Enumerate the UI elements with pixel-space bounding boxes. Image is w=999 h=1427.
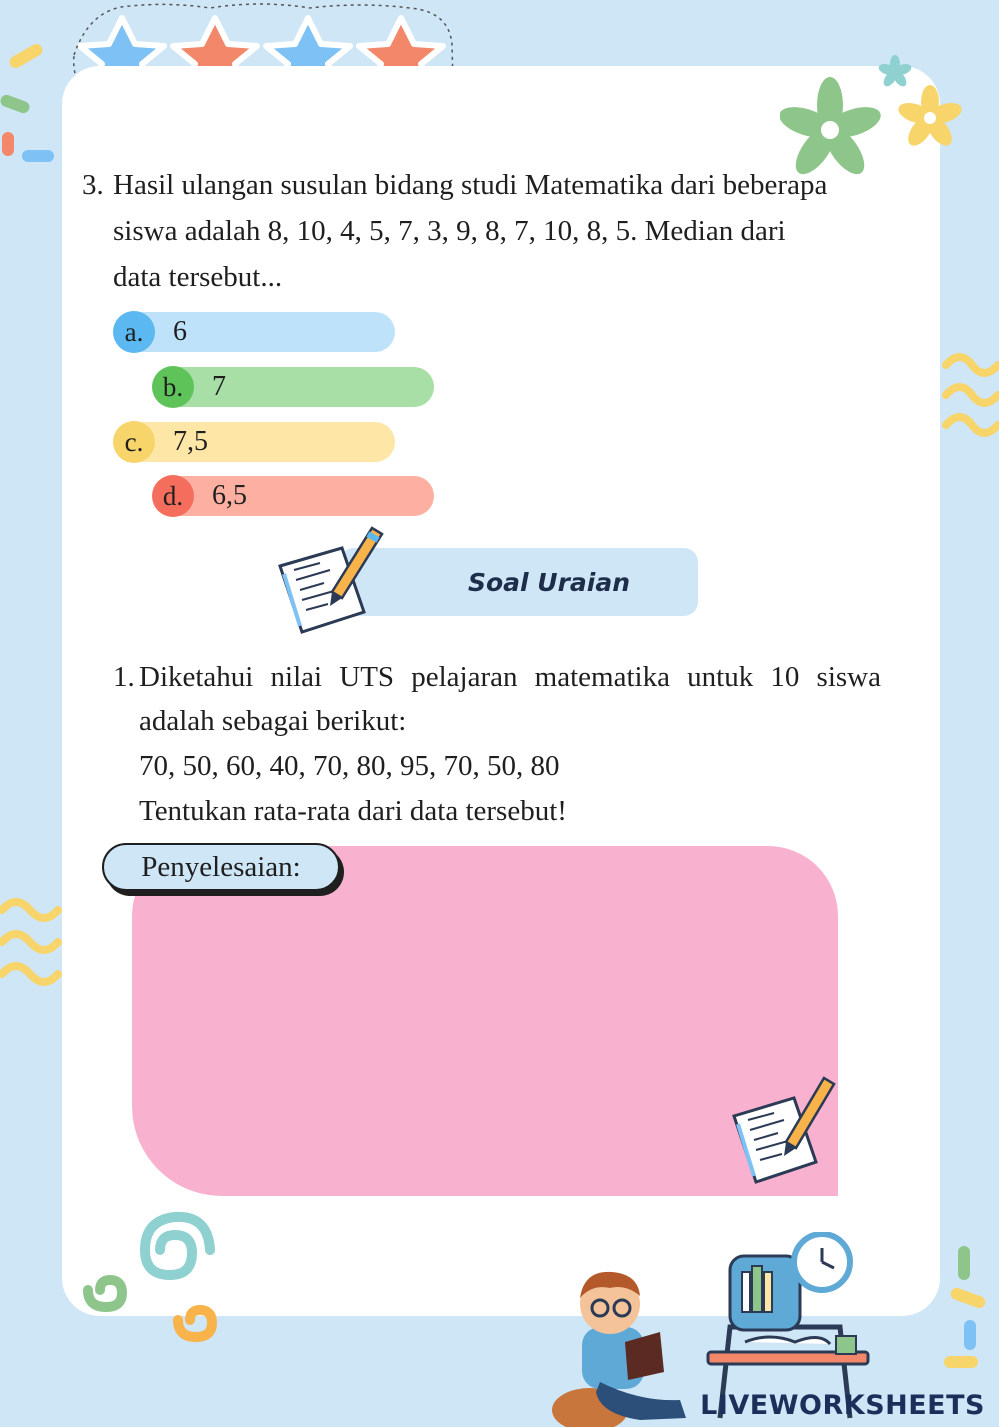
question-3-line-1: Hasil ulangan susulan bidang studi Matematika dari beberapa	[113, 169, 828, 201]
option-d[interactable]	[154, 476, 434, 516]
liveworksheets-watermark	[700, 1390, 985, 1421]
section-banner	[340, 548, 698, 616]
question-3-number: 3.	[82, 169, 104, 201]
confetti-left-top	[0, 40, 60, 180]
answer-label-text: Penyelesaian:	[141, 850, 301, 883]
option-a-value: 6	[173, 316, 187, 347]
question-3-line-3: data tersebut...	[113, 261, 283, 293]
option-b[interactable]	[154, 367, 434, 407]
spiral-icon	[60, 1205, 250, 1365]
option-c[interactable]	[115, 422, 395, 462]
question-3-line-2: siswa adalah 8, 10, 4, 5, 7, 3, 9, 8, 7, 10, 8, 5. Median dari	[113, 215, 786, 247]
section-title: Soal Uraian	[467, 567, 631, 597]
watermark-text: LIVEWORKSHEETS	[700, 1390, 985, 1421]
confetti-right-bottom	[940, 1240, 999, 1380]
option-b-value: 7	[212, 371, 226, 402]
answer-label	[102, 843, 340, 891]
essay-1-data: 70, 50, 60, 40, 70, 80, 95, 70, 50, 80	[139, 750, 560, 782]
option-a[interactable]	[115, 312, 395, 352]
option-a-letter: a.	[113, 311, 155, 353]
notebook-pen-icon	[272, 518, 387, 636]
essay-1-number: 1.	[113, 661, 135, 693]
option-c-letter: c.	[113, 421, 155, 463]
essay-1-line-1: Diketahui nilai UTS pelajaran matematika untuk 10 siswa	[139, 661, 881, 693]
option-d-letter: d.	[152, 475, 194, 517]
essay-1-instruction: Tentukan rata-rata dari data tersebut!	[139, 795, 567, 827]
option-c-value: 7,5	[173, 426, 208, 457]
option-d-value: 6,5	[212, 480, 247, 511]
essay-1-line-2: adalah sebagai berikut:	[139, 705, 407, 737]
wave-left	[0, 890, 62, 1000]
option-b-letter: b.	[152, 366, 194, 408]
wave-right	[942, 345, 999, 445]
notebook-pen-icon	[728, 1070, 838, 1185]
